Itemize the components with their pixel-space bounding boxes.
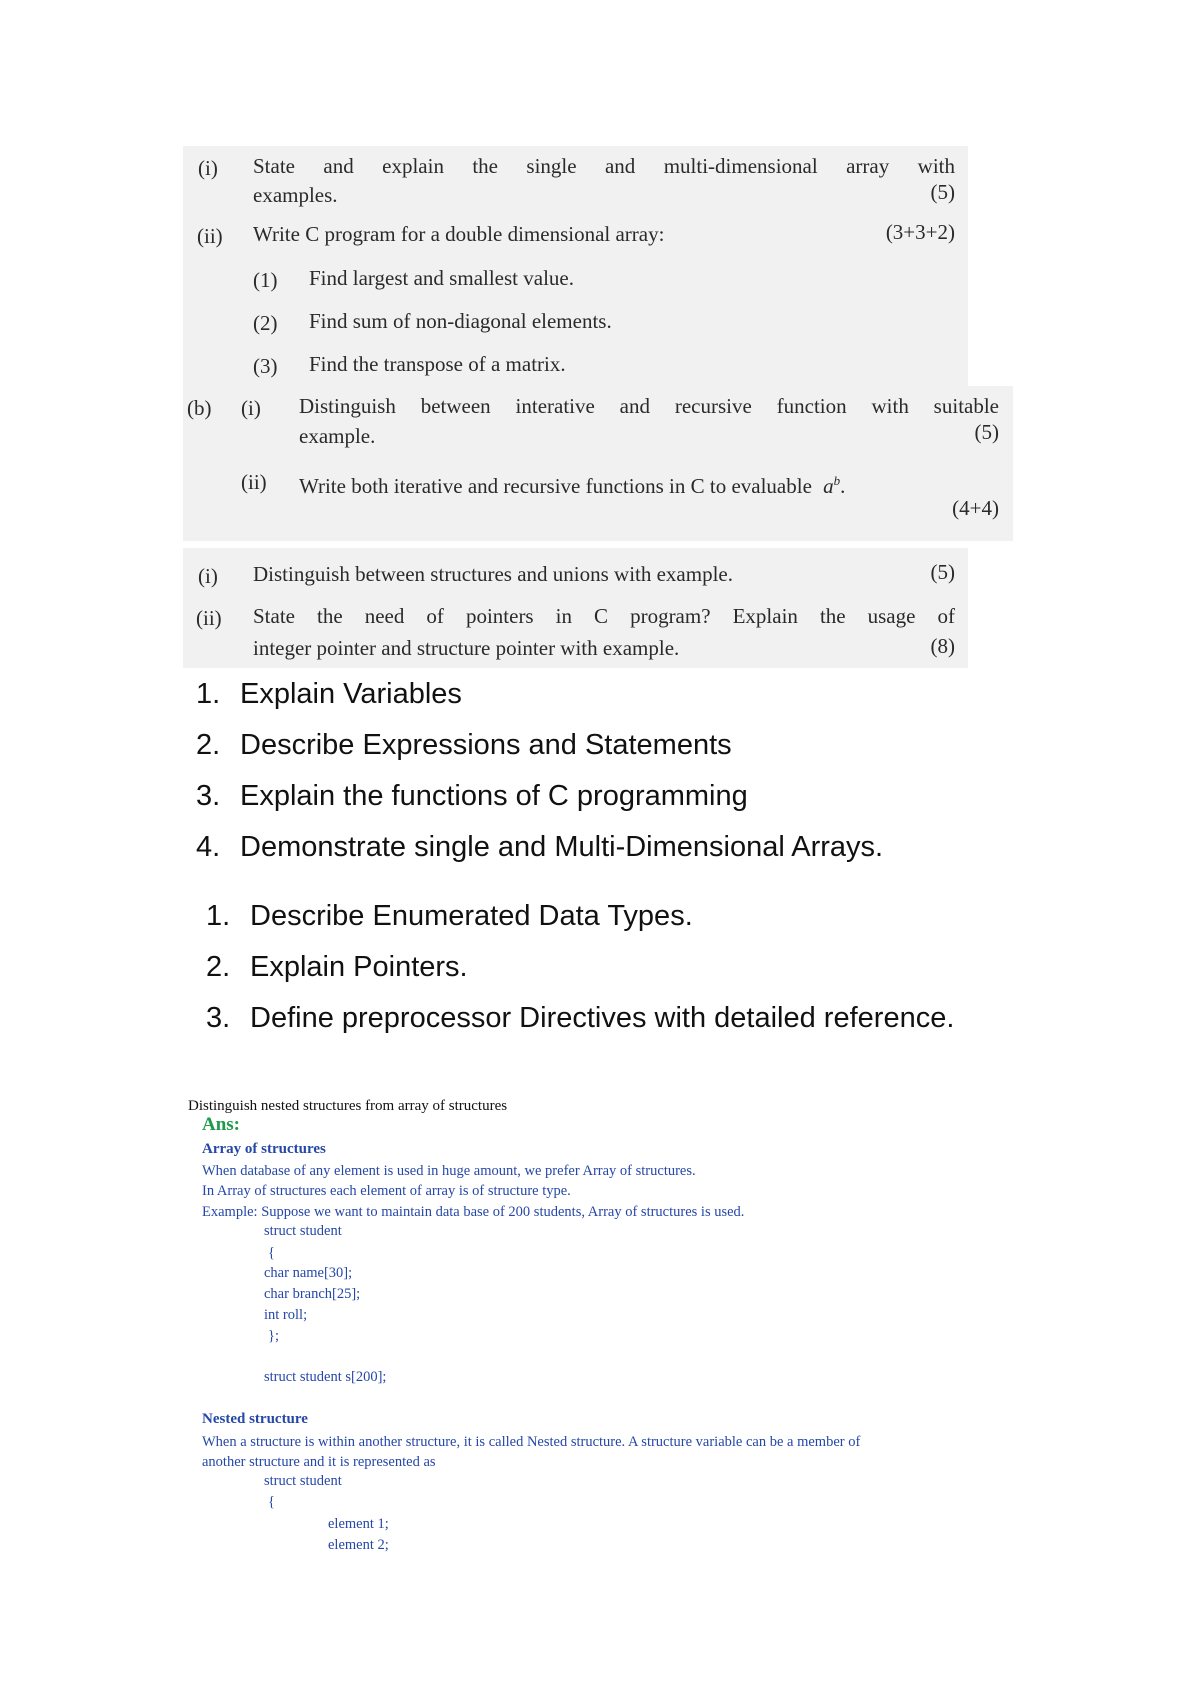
code-line: }; bbox=[268, 1328, 279, 1344]
paragraph-line: In Array of structures each element of array is of structure type. bbox=[202, 1183, 571, 1199]
question-text: Distinguish between structures and unions with example. bbox=[253, 562, 733, 586]
sub-question-number: (3) bbox=[253, 354, 278, 378]
list-item-text: Define preprocessor Directives with detailed reference. bbox=[250, 1002, 955, 1034]
code-line: element 1; bbox=[328, 1516, 389, 1532]
question-text-main: Write both iterative and recursive functions in C to evaluable bbox=[299, 474, 812, 498]
sub-question-text: Find the transpose of a matrix. bbox=[309, 352, 566, 376]
sub-question-text: Find sum of non-diagonal elements. bbox=[309, 309, 612, 333]
code-line: char name[30]; bbox=[264, 1265, 353, 1281]
question-marks: (8) bbox=[930, 634, 955, 658]
answer-label: Ans: bbox=[202, 1114, 241, 1135]
question-marks: (5) bbox=[930, 180, 955, 204]
question-number: (ii) bbox=[197, 224, 223, 248]
code-line: struct student bbox=[264, 1223, 342, 1239]
question-marks: (5) bbox=[974, 420, 999, 444]
list-item-number: 2. bbox=[196, 729, 221, 761]
question-number: (ii) bbox=[241, 470, 267, 494]
question-text: examples. bbox=[253, 183, 338, 207]
list-item-text: Describe Expressions and Statements bbox=[240, 729, 732, 761]
question-text: Distinguish between interative and recursive function with suitable bbox=[299, 394, 999, 418]
math-base: a bbox=[823, 474, 834, 498]
exam-scan-block-3 bbox=[183, 548, 968, 668]
exam-scan-block-2 bbox=[183, 386, 1013, 541]
list-item-text: Describe Enumerated Data Types. bbox=[250, 900, 693, 932]
question-marks: (4+4) bbox=[952, 496, 999, 520]
question-number: (i) bbox=[198, 156, 218, 180]
list-item-text: Explain Pointers. bbox=[250, 951, 468, 983]
question-text: example. bbox=[299, 424, 376, 448]
sub-question-number: (1) bbox=[253, 268, 278, 292]
question-number: (i) bbox=[198, 564, 218, 588]
question-number: (i) bbox=[241, 396, 261, 420]
sub-question-text: Find largest and smallest value. bbox=[309, 266, 574, 290]
list-item-number: 1. bbox=[196, 678, 221, 710]
list-item-number: 3. bbox=[196, 780, 221, 812]
math-exponent: b bbox=[833, 473, 841, 488]
question-number: (ii) bbox=[196, 606, 222, 630]
code-line: { bbox=[268, 1494, 275, 1510]
question-text bbox=[299, 466, 845, 501]
list-item-text: Explain Variables bbox=[240, 678, 462, 710]
code-line: element 2; bbox=[328, 1537, 389, 1553]
question-marks: (3+3+2) bbox=[885, 220, 955, 244]
question-text: integer pointer and structure pointer with example. bbox=[253, 636, 680, 660]
question-text: Write C program for a double dimensional array: bbox=[253, 222, 665, 246]
sub-question-number: (2) bbox=[253, 311, 278, 335]
list-item-number: 4. bbox=[196, 831, 221, 863]
question-text: State and explain the single and multi-dimensional array with bbox=[253, 154, 955, 178]
code-line: struct student s[200]; bbox=[264, 1369, 387, 1385]
code-line: { bbox=[268, 1245, 275, 1261]
question-text: State the need of pointers in C program? Explain the usage of bbox=[253, 604, 955, 628]
code-line: struct student bbox=[264, 1473, 342, 1489]
code-line: char branch[25]; bbox=[264, 1286, 361, 1302]
list-item-number: 1. bbox=[206, 900, 231, 932]
part-label: (b) bbox=[187, 396, 212, 420]
list-item-text: Demonstrate single and Multi-Dimensional Arrays. bbox=[240, 831, 884, 863]
code-line: int roll; bbox=[264, 1307, 308, 1323]
math-end: . bbox=[840, 474, 846, 498]
paragraph-line: When a structure is within another structure, it is called Nested structure. A structure variable can be a member of bbox=[202, 1434, 861, 1450]
topic-list-1 bbox=[196, 678, 1096, 898]
list-item-text: Explain the functions of C programming bbox=[240, 780, 748, 812]
answer-question: Distinguish nested structures from array of structures bbox=[188, 1098, 508, 1114]
paragraph-line: Example: Suppose we want to maintain data base of 200 students, Array of structures is used. bbox=[202, 1204, 745, 1220]
question-marks: (5) bbox=[930, 560, 955, 584]
exam-scan-block-1 bbox=[183, 146, 968, 386]
nested-structure-heading: Nested structure bbox=[202, 1411, 308, 1427]
topic-list-2 bbox=[206, 900, 1106, 1060]
list-item-number: 2. bbox=[206, 951, 231, 983]
list-item-number: 3. bbox=[206, 1002, 231, 1034]
paragraph-line: When database of any element is used in huge amount, we prefer Array of structures. bbox=[202, 1163, 696, 1179]
array-of-structures-heading: Array of structures bbox=[202, 1141, 326, 1157]
paragraph-line: another structure and it is represented as bbox=[202, 1454, 436, 1470]
